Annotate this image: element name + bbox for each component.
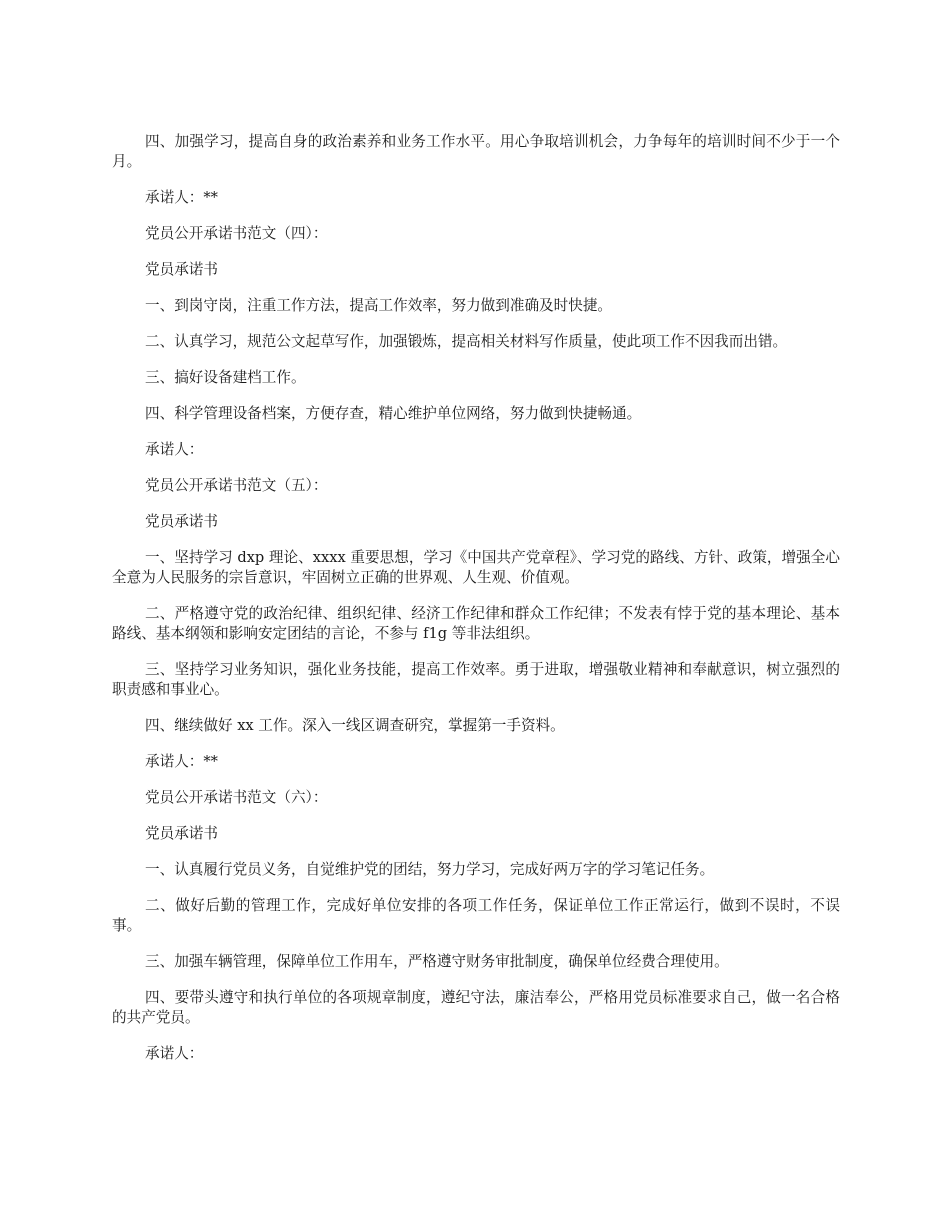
paragraph-item-4: 四、科学管理设备档案，方便存查，精心维护单位网络，努力做到快捷畅通。 — [145, 405, 642, 422]
paragraph-item-1: 一、认真履行党员义务，自觉维护党的团结，努力学习，完成好两万字的学习笔记任务。 — [145, 861, 715, 878]
document-page — [112, 132, 840, 1080]
paragraph-item-2: 二、严格遵守党的政治纪律、组织纪律、经济工作纪律和群众工作纪律；不发表有悖于党的基本理论、基本路线、基本纲领和影响安定团结的言论，不参与 f1g 等非法组织。 — [112, 605, 840, 642]
paragraph-study-item-4: 四、加强学习，提高自身的政治素养和业务工作水平。用心争取培训机会，力争每年的培训时间不少于一个月。 — [112, 133, 840, 170]
section-heading-6: 党员公开承诺书范文（六）： — [145, 789, 328, 806]
paragraph-item-3: 三、加强车辆管理，保障单位工作用车，严格遵守财务审批制度，确保单位经费合理使用。 — [145, 953, 729, 970]
paragraph-item-1: 一、到岗守岗，注重工作方法，提高工作效率，努力做到准确及时快捷。 — [145, 297, 613, 314]
section-heading-5: 党员公开承诺书范文（五）： — [145, 477, 328, 494]
signature-line: 承诺人： — [145, 1045, 204, 1062]
signature-line: 承诺人：** — [145, 189, 218, 206]
signature-line: 承诺人：** — [145, 753, 218, 770]
paragraph-item-4: 四、要带头遵守和执行单位的各项规章制度，遵纪守法，廉洁奉公，严格用党员标准要求自己，做一名合格的共产党员。 — [112, 989, 840, 1026]
paragraph-item-2: 二、认真学习，规范公文起草写作，加强锻炼，提高相关材料写作质量，使此项工作不因我而出错。 — [145, 333, 788, 350]
document-title: 党员承诺书 — [145, 513, 218, 530]
document-title: 党员承诺书 — [145, 261, 218, 278]
paragraph-item-2: 二、做好后勤的管理工作，完成好单位安排的各项工作任务，保证单位工作正常运行，做到不误时，不误事。 — [112, 897, 840, 934]
document-title: 党员承诺书 — [145, 825, 218, 842]
paragraph-item-4: 四、继续做好 xx 工作。深入一线区调查研究，掌握第一手资料。 — [145, 717, 565, 734]
paragraph-item-3: 三、坚持学习业务知识，强化业务技能，提高工作效率。勇于进取，增强敬业精神和奉献意识，树立强烈的职责感和事业心。 — [112, 661, 840, 698]
section-heading-4: 党员公开承诺书范文（四）： — [145, 225, 328, 242]
paragraph-item-1: 一、坚持学习 dxp 理论、xxxx 重要思想，学习《中国共产党章程》、学习党的路线、方针、政策，增强全心全意为人民服务的宗旨意识，牢固树立正确的世界观、人生观、价值观。 — [112, 549, 840, 586]
paragraph-item-3: 三、搞好设备建档工作。 — [145, 369, 306, 386]
signature-line: 承诺人： — [145, 441, 204, 458]
